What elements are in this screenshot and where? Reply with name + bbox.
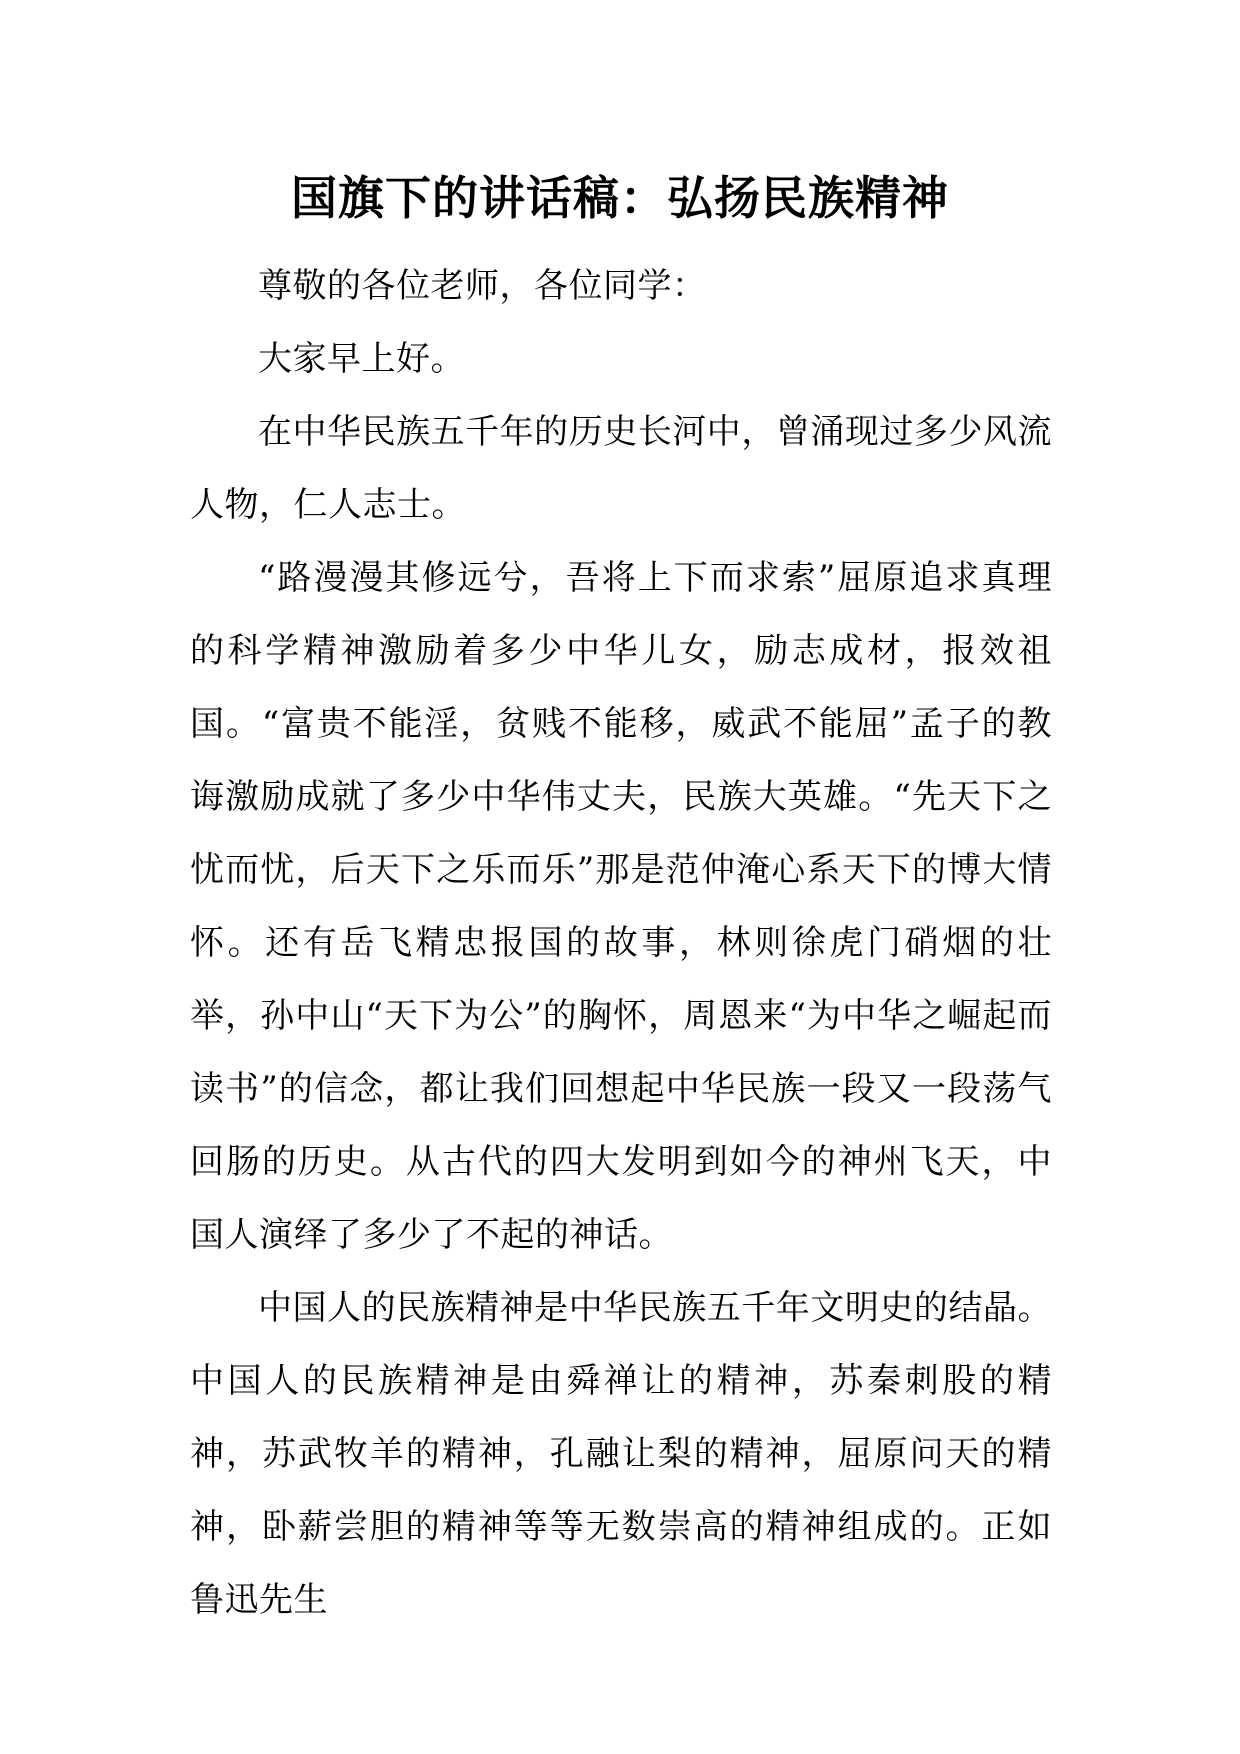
document-title: 国旗下的讲话稿：弘扬民族精神: [291, 171, 949, 225]
paragraph-history: 在中华民族五千年的历史长河中，曾涌现过多少风流人物，仁人志士。: [190, 412, 1052, 525]
paragraph-greeting: 尊敬的各位老师，各位同学：: [258, 266, 707, 306]
paragraph-national-spirit: 中国人的民族精神是中华民族五千年文明史的结晶。中国人的民族精神是由舜禅让的精神，苏秦刺股的精神，苏武牧羊的精神，孔融让梨的精神，屈原问天的精神，卧薪尝胆的精神等等无数崇高的精神组成的。正如鲁迅先生: [190, 1288, 1052, 1620]
paragraph-good-morning: 大家早上好。: [258, 339, 465, 379]
document-body: [190, 250, 1052, 1637]
paragraph-examples: “路漫漫其修远兮，吾将上下而求索”屈原追求真理的科学精神激励着多少中华儿女，励志成材，报效祖国。“富贵不能淫，贫贱不能移，威武不能屈”孟子的教诲激励成就了多少中华伟丈夫，民族大英雄。“先天下之忧而忧，后天下之乐而乐”那是范仲淹心系天下的博大情怀。还有岳飞精忠报国的故事，林则徐虎门硝烟的壮举，孙中山“天下为公”的胸怀，周恩来“为中华之崛起而读书”的信念，都让我们回想起中华民族一段又一段荡气回肠的历史。从古代的四大发明到如今的神州飞天，中国人演绎了多少了不起的神话。: [190, 558, 1052, 1255]
